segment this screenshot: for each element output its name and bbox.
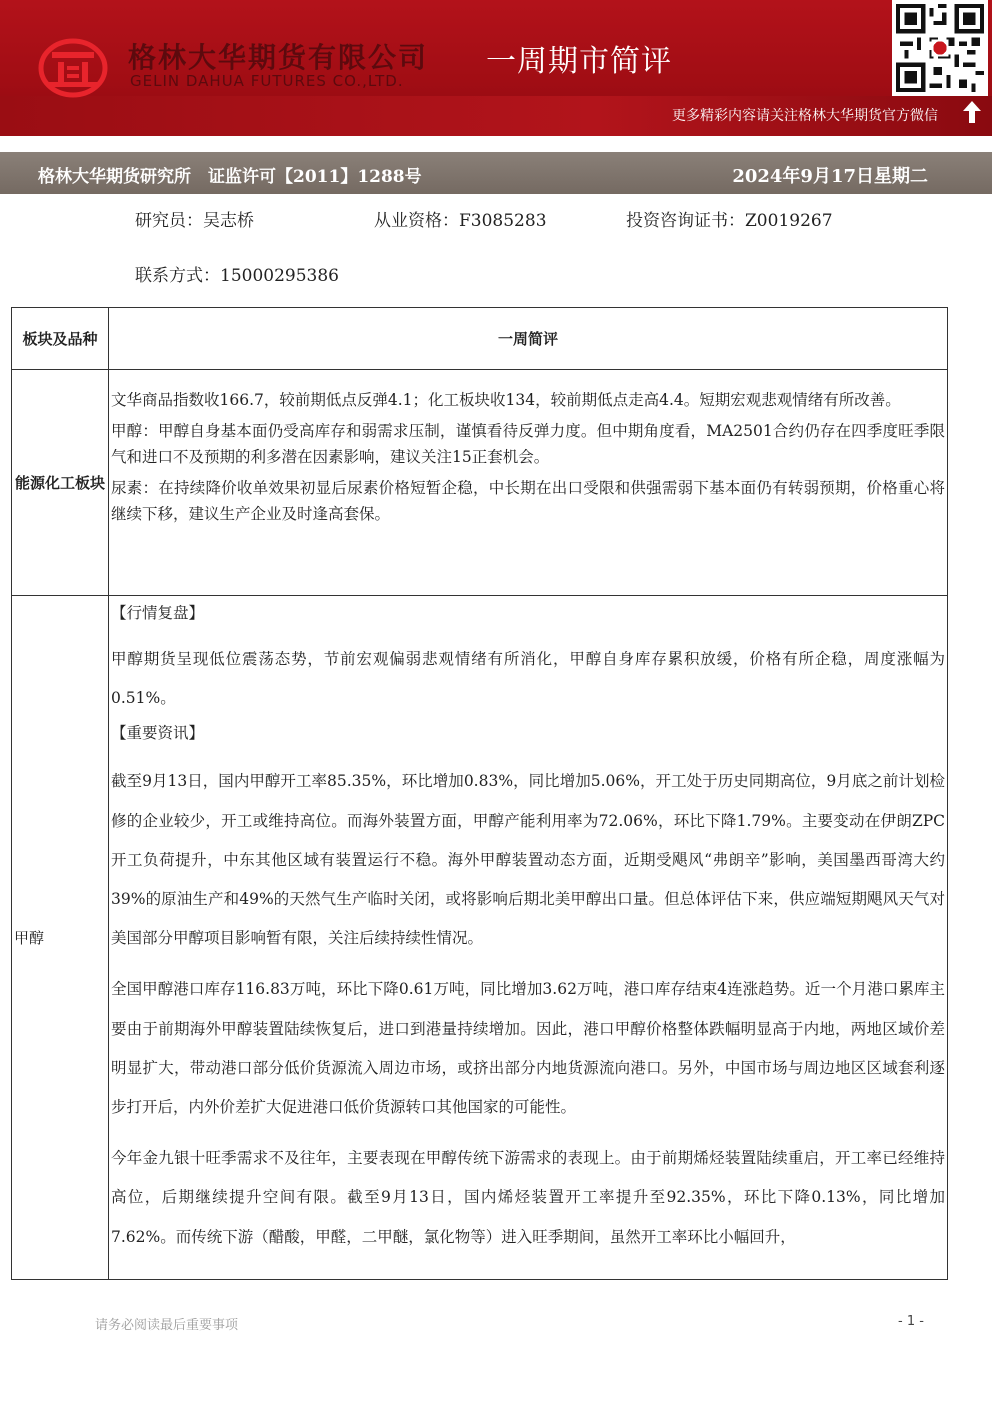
institute-license: 格林大华期货研究所 证监许可【2011】1288号 bbox=[38, 167, 422, 187]
report-date: 2024年9月17日星期二 bbox=[732, 166, 928, 187]
company-logo-icon bbox=[38, 38, 108, 98]
wechat-qr-code[interactable] bbox=[892, 0, 988, 96]
company-name-en: GELIN DAHUA FUTURES CO.,LTD. bbox=[130, 72, 404, 90]
footer-disclaimer-note: 请务必阅读最后重要事项 bbox=[95, 1318, 239, 1333]
news-paragraph-port-inventory: 全国甲醇港口库存116.83万吨，环比下降0.61万吨，同比增加3.62万吨，港口库存结束4连涨趋势。近一个月港口累库主要由于前期海外甲醇装置陆续恢复后，进口到港量持续增加。因此，港口甲醇价格整体跌幅明显高于内地，两地区域价差明显扩大，带动港口部分低价货源流入周边市场，或挤出部分内地货源流向港口。另外，中国市场与周边地区区域套利逐步打开后，内外价差扩大促进港口低价货源转口其他国家的可能性。 bbox=[111, 980, 945, 1117]
summary-paragraph: 文华商品指数收166.7，较前期低点反弹4.1；化工板块收134，较前期低点走高4.4。短期宏观悲观情绪有所改善。 bbox=[111, 391, 901, 409]
section-title-key-news: 【重要资讯】 bbox=[111, 724, 205, 743]
methanol-summary-paragraph: 甲醇：甲醇自身基本面仍受高库存和弱需求压制，谨慎看待反弹力度。但中期角度看，MA2501合约仍存在四季度旺季限气和进口不及预期的利多潜在因素影响，建议关注15正套机会。 bbox=[111, 421, 945, 466]
column-header-review: 一周简评 bbox=[109, 308, 948, 370]
news-paragraph-supply: 截至9月13日，国内甲醇开工率85.35%，环比增加0.83%，同比增加5.06%，开工处于历史同期高位，9月底之前计划检修的企业较少，开工或维持高位。而海外装置方面，甲醇产能利用率为72.06%，环比下降1.79%。主要变动在伊朗ZPC开工负荷提升，中东其他区域有装置运行不稳。海外甲醇装置动态方面，近期受飓风“弗朗辛”影响，美国墨西哥湾大约39%的原油生产和49%的天然气生产临时关闭，或将影响后期北美甲醇出口量。但总体评估下来，供应端短期飓风天气对美国部分甲醇项目影响暂有限，关注后续持续性情况。 bbox=[111, 772, 945, 948]
column-header-sector: 板块及品种 bbox=[12, 308, 109, 370]
researcher-contact: 联系方式：15000295386 bbox=[135, 266, 339, 286]
row-label-methanol: 甲醇 bbox=[12, 596, 109, 1280]
weekly-review-table bbox=[11, 307, 948, 1280]
news-paragraph-demand: 今年金九银十旺季需求不及往年，主要表现在甲醇传统下游需求的表现上。由于前期烯烃装置陆续重启，开工率已经维持高位，后期继续提升空间有限。截至9月13日，国内烯烃装置开工率提升至92.35%，环比下降0.13%，同比增加7.62%。而传统下游（醋酸，甲醛，二甲醚，氯化物等）进入旺季期间，虽然开工率环比小幅回升， bbox=[111, 1149, 945, 1246]
market-review-paragraph: 甲醇期货呈现低位震荡态势，节前宏观偏弱悲观情绪有所消化，甲醇自身库存累积放缓，价格有所企稳，周度涨幅为0.51%。 bbox=[111, 650, 945, 708]
section-title-market-review: 【行情复盘】 bbox=[111, 604, 205, 622]
table-row-energy-chemical bbox=[12, 370, 948, 596]
row-content-methanol bbox=[109, 596, 948, 1280]
researcher-qualification: 从业资格：F3085283 bbox=[374, 211, 547, 231]
urea-summary-paragraph: 尿素：在持续降价收单效果初显后尿素价格短暂企稳，中长期在出口受限和供强需弱下基本面仍有转弱预期，价格重心将继续下移，建议生产企业及时逢高套保。 bbox=[111, 478, 945, 523]
researcher-certificate: 投资咨询证书：Z0019267 bbox=[626, 211, 833, 231]
info-bar bbox=[0, 152, 992, 194]
arrow-up-icon bbox=[962, 100, 982, 124]
researcher-name: 研究员：吴志桥 bbox=[135, 211, 254, 231]
wechat-follow-note: 更多精彩内容请关注格林大华期货官方微信 bbox=[672, 108, 938, 124]
page-number: - 1 - bbox=[898, 1314, 924, 1329]
qr-code-icon bbox=[896, 4, 984, 92]
table-header-row bbox=[12, 308, 948, 370]
company-name-cn: 格林大华期货有限公司 bbox=[128, 41, 429, 74]
row-label-energy-chemical: 能源化工板块 bbox=[12, 370, 109, 596]
table-row-methanol bbox=[12, 596, 948, 1280]
report-title: 一周期市简评 bbox=[486, 44, 672, 79]
row-content-energy-chemical bbox=[109, 370, 948, 596]
